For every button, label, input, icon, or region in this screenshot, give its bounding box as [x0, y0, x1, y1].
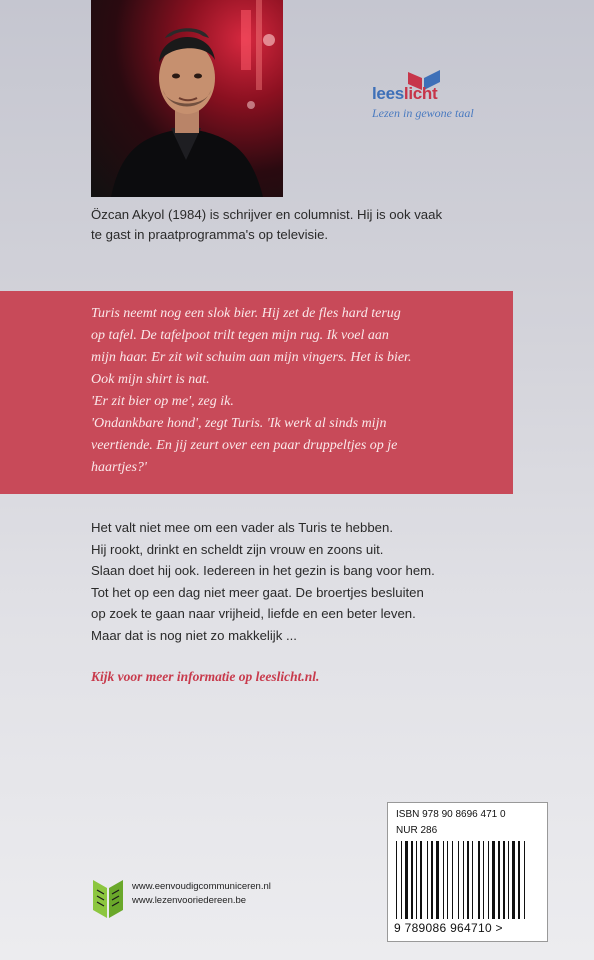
barcode-number: 9 789086 964710 >: [394, 921, 503, 935]
website-link[interactable]: www.lezenvooriedereen.be: [132, 895, 247, 906]
excerpt-text: [91, 303, 501, 479]
more-info-link[interactable]: Kijk voor meer informatie op leeslicht.nl.: [91, 669, 320, 684]
excerpt-line: 'Ondankbare hond', zegt Turis. 'Ik werk al sinds mijn: [91, 416, 387, 431]
excerpt-line: Ook mijn shirt is nat.: [91, 372, 210, 387]
excerpt-line: veertiende. En jij zeurt over een paar druppeltjes op je: [91, 438, 398, 453]
book-blurb: [91, 517, 521, 646]
excerpt-line: haartjes?': [91, 460, 147, 475]
leeslicht-logo: [372, 68, 522, 128]
logo-tagline: Lezen in gewone taal: [372, 106, 474, 120]
excerpt-line: Turis neemt nog een slok bier. Hij zet de fles hard terug: [91, 306, 401, 321]
nur-text: NUR 286: [396, 825, 438, 836]
author-bio: [91, 205, 521, 245]
logo-wordmark: leeslicht: [372, 84, 438, 103]
blurb-line: op zoek te gaan naar vrijheid, liefde en een beter leven.: [91, 606, 416, 621]
blurb-line: Maar dat is nog niet zo makkelijk ...: [91, 627, 297, 643]
excerpt-line: mijn haar. Er zit wit schuim aan mijn vingers. Het is bier.: [91, 350, 412, 365]
isbn-text: ISBN 978 90 8696 471 0: [396, 809, 506, 820]
barcode-bars: [394, 841, 540, 921]
blurb-line: Slaan doet hij ook. Iedereen in het gezin is bang voor hem.: [91, 563, 435, 578]
author-bio-line: te gast in praatprogramma's op televisie.: [91, 227, 329, 242]
blurb-line: Hij rookt, drinkt en scheldt zijn vrouw en zoons uit.: [91, 541, 384, 557]
author-photo: [91, 0, 283, 197]
website-link[interactable]: www.eenvoudigcommuniceren.nl: [132, 881, 271, 892]
excerpt-line: 'Er zit bier op me', zeg ik.: [91, 394, 234, 409]
publisher-book-icon: [91, 876, 125, 920]
publisher-websites: [132, 880, 271, 908]
author-bio-line: Özcan Akyol (1984) is schrijver en columnist. Hij is ook vaak: [91, 207, 443, 222]
excerpt-line: op tafel. De tafelpoot trilt tegen mijn rug. Ik voel aan: [91, 328, 389, 343]
blurb-line: Het valt niet mee om een vader als Turis te hebben.: [91, 520, 394, 535]
blurb-line: Tot het op een dag niet meer gaat. De broertjes besluiten: [91, 584, 424, 600]
barcode-panel: [387, 802, 548, 942]
